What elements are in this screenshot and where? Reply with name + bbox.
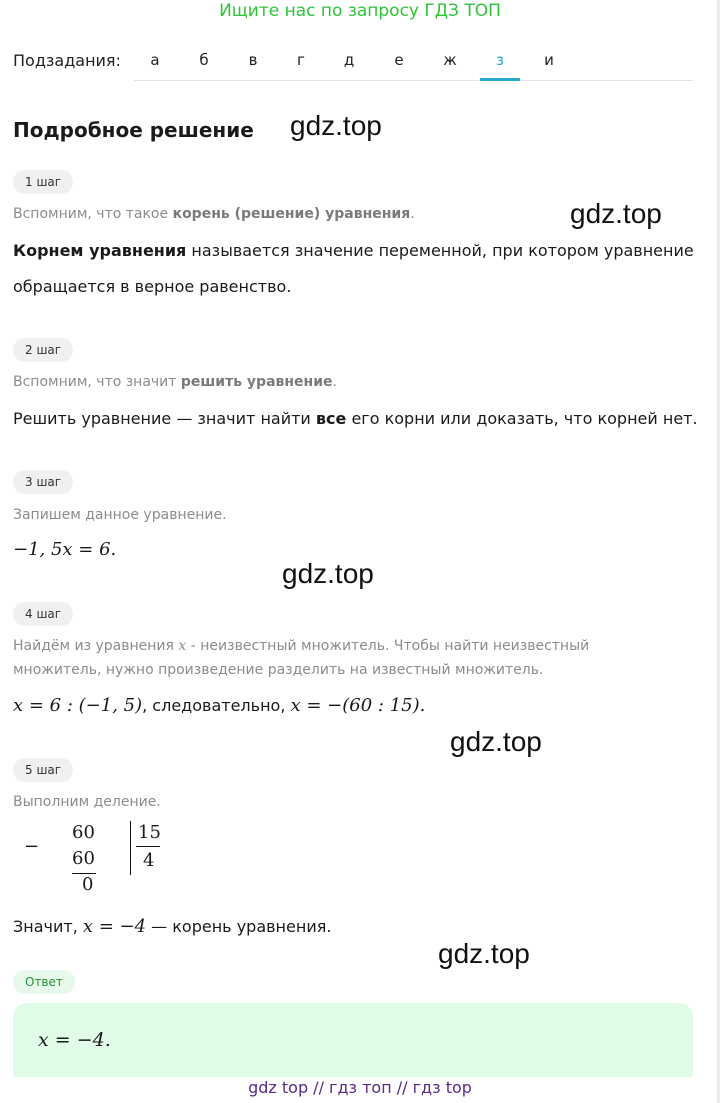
watermark: gdz.top <box>570 198 662 229</box>
tab-e[interactable]: е <box>394 51 404 69</box>
step-3-hint: Запишем данное уравнение. <box>13 507 227 523</box>
watermark: gdz.top <box>282 558 374 589</box>
long-division <box>22 818 182 898</box>
step-1-text: Корнем уравнения называется значение переменной, при котором уравнение обращается в верное равенство. <box>13 241 694 296</box>
tab-d[interactable]: д <box>343 51 355 69</box>
step-5-conclusion: Значит, x = −4 — корень уравнения. <box>13 916 332 937</box>
step-4-equation: x = 6 : (−1, 5), следовательно, x = −(60 : 15). <box>13 695 426 716</box>
step-2-badge: 2 шаг <box>13 338 73 362</box>
step-4-hint: Найдём из уравнения x - неизвестный множитель. Чтобы найти неизвестный множитель, нужно произведение разделить на известный множитель. <box>13 638 590 678</box>
step-1-hint: Вспомним, что такое корень (решение) уравнения. <box>13 206 415 222</box>
footer-links[interactable]: gdz top // гдз топ // гдз top <box>248 1078 472 1097</box>
solution-title: Подробное решение <box>13 118 254 142</box>
subtasks-divider <box>134 80 693 81</box>
division-dividend: 60 <box>72 822 95 843</box>
answer-box <box>13 1003 693 1077</box>
subtasks-label: Подзадания: <box>13 51 121 70</box>
step-1-badge: 1 шаг <box>13 170 73 194</box>
division-remainder: 0 <box>82 874 94 895</box>
answer-badge: Ответ <box>13 970 75 994</box>
division-quotient: 4 <box>143 850 155 871</box>
tab-zh[interactable]: ж <box>443 51 457 69</box>
tab-a[interactable]: а <box>150 51 160 69</box>
tab-g[interactable]: г <box>297 51 305 69</box>
watermark: gdz.top <box>438 938 530 969</box>
watermark: gdz.top <box>290 110 382 141</box>
tab-z-active[interactable]: з <box>496 51 504 69</box>
step-5-hint: Выполним деление. <box>13 794 161 810</box>
division-minus-sign: − <box>24 836 40 857</box>
answer-value: x = −4. <box>38 1029 111 1051</box>
tab-b[interactable]: б <box>199 51 209 69</box>
step-2-hint: Вспомним, что значит решить уравнение. <box>13 374 337 390</box>
step-4-badge: 4 шаг <box>13 602 73 626</box>
subtasks-nav <box>13 48 693 82</box>
tab-i[interactable]: и <box>544 51 554 69</box>
step-3-badge: 3 шаг <box>13 470 73 494</box>
division-vertical-line <box>130 821 131 875</box>
division-subtrahend: 60 <box>72 848 95 869</box>
division-divisor-line <box>136 846 160 847</box>
step-2-text: Решить уравнение — значит найти все его корни или доказать, что корней нет. <box>13 409 698 428</box>
step-3-equation: −1, 5x = 6. <box>13 539 117 560</box>
tab-v[interactable]: в <box>248 51 258 69</box>
top-banner: Ищите нас по запросу ГДЗ ТОП <box>219 1 501 21</box>
watermark: gdz.top <box>450 726 542 757</box>
step-5-badge: 5 шаг <box>13 758 73 782</box>
active-tab-indicator <box>480 78 520 81</box>
division-divisor: 15 <box>138 822 161 843</box>
